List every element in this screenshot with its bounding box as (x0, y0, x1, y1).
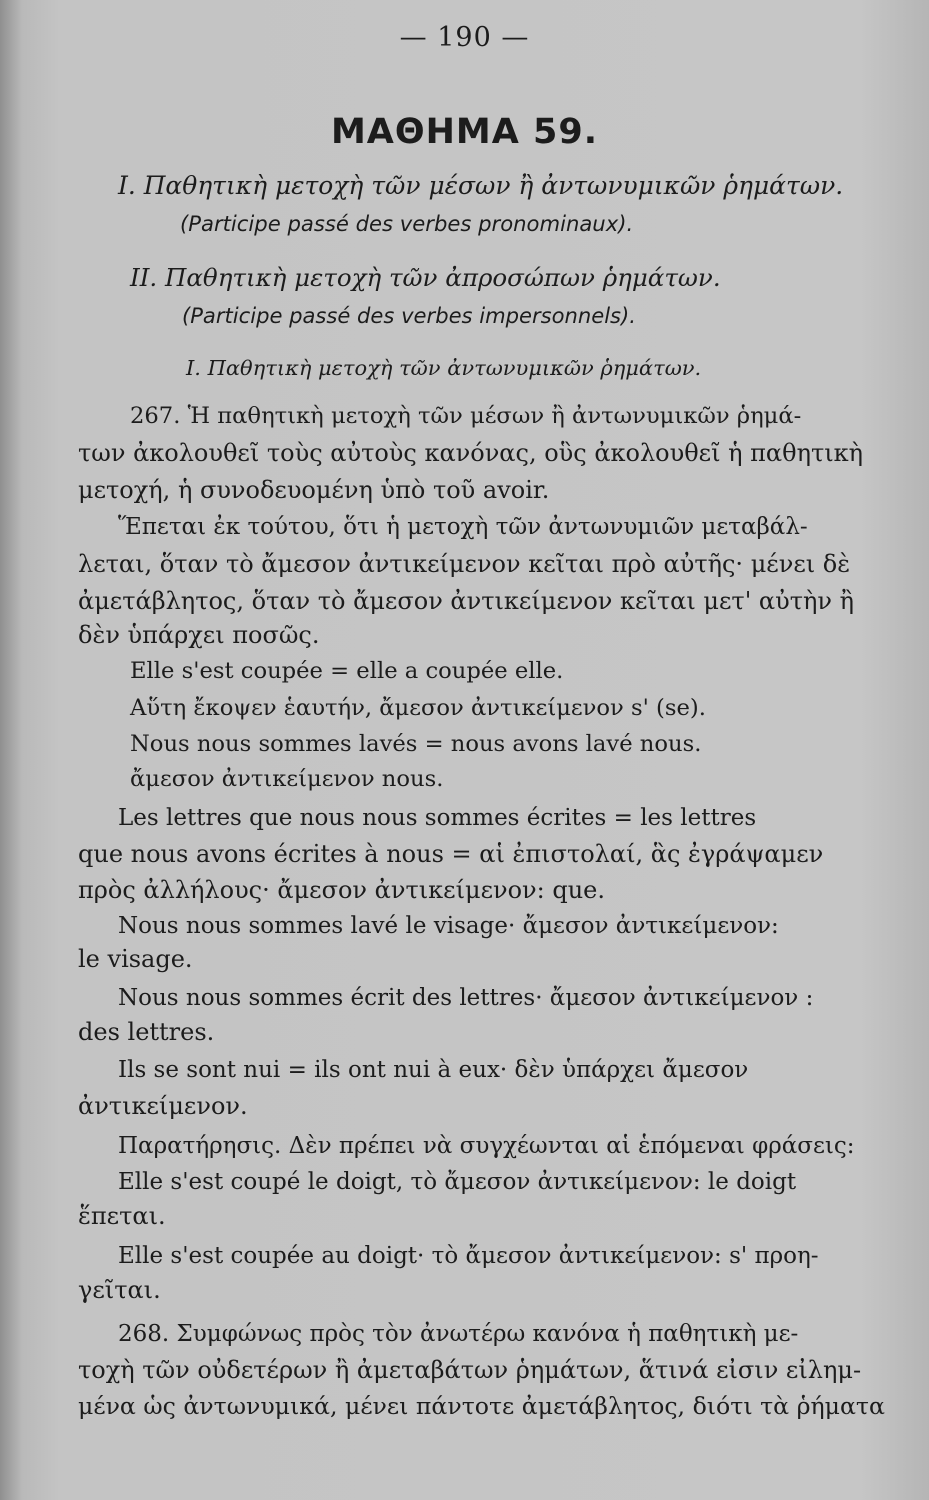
text-line: δὲν ὑπάρχει ποσῶς. (78, 621, 320, 649)
text-line: των ἀκολουθεῖ τοὺς αὐτοὺς κανόνας, οὓς ἀκολουθεῖ ἡ παθητικὴ (78, 439, 864, 467)
subtitle-line-2: (Participe passé des verbes impersonnels). (182, 303, 636, 328)
example-line: Αὕτη ἔκοψεν ἑαυτήν, ἄμεσον ἀντικείμενον s' (se). (130, 695, 706, 721)
example-line: ἀντικείμενον. (78, 1092, 248, 1120)
example-line: Elle s'est coupée = elle a coupée elle. (130, 658, 564, 684)
text-line: τοχὴ τῶν οὐδετέρων ἢ ἀμεταβάτων ῥημάτων, ἅτινά εἰσιν εἰλημ- (78, 1356, 862, 1384)
text-line: λεται, ὅταν τὸ ἄμεσον ἀντικείμενον κεῖται πρὸ αὐτῆς· μένει δὲ (78, 550, 851, 578)
example-line: Nous nous sommes lavé le visage· ἄμεσον ἀντικείμενον: (118, 913, 779, 939)
example-line: le visage. (78, 945, 193, 973)
example-line: Ils se sont nui = ils ont nui à eux· δὲν ὑπάρχει ἄμεσον (118, 1057, 749, 1083)
page-number: — 190 — (399, 22, 530, 53)
example-line: des lettres. (78, 1018, 215, 1046)
example-line: Nous nous sommes lavés = nous avons lavé nous. (130, 731, 702, 757)
text-line: μετοχή, ἡ συνοδευομένη ὑπὸ τοῦ avoir. (78, 476, 550, 504)
remark-line: γεῖται. (78, 1276, 161, 1304)
remark-line: Παρατήρησις. Δὲν πρέπει νὰ συγχέωνται αἱ ἑπόμεναι φράσεις: (118, 1133, 855, 1159)
text-line: 268. Συμφώνως πρὸς τὸν ἀνωτέρω κανόνα ἡ παθητικὴ με- (118, 1321, 799, 1347)
title-line-2: II. Παθητικὴ μετοχὴ τῶν ἀπροσώπων ῥημάτων. (130, 263, 721, 292)
remark-line: Elle s'est coupée au doigt· τὸ ἄμεσον ἀντικείμενον: s' προη- (118, 1243, 819, 1269)
text-line: ἀμετάβλητος, ὅταν τὸ ἄμεσον ἀντικείμενον κεῖται μετ' αὐτὴν ἢ (78, 587, 854, 615)
example-line: Nous nous sommes écrit des lettres· ἄμεσον ἀντικείμενον : (118, 985, 814, 1011)
example-line: que nous avons écrites à nous = αἱ ἐπιστολαί, ἃς ἐγράψαμεν (78, 840, 824, 868)
section-heading: I. Παθητικὴ μετοχὴ τῶν ἀντωνυμικῶν ῥημάτων. (186, 356, 702, 380)
subtitle-line-1: (Participe passé des verbes pronominaux). (180, 211, 634, 236)
remark-line: ἕπεται. (78, 1202, 166, 1230)
example-line: Les lettres que nous nous sommes écrites = les lettres (118, 805, 757, 831)
text-line: Ἕπεται ἐκ τούτου, ὅτι ἡ μετοχὴ τῶν ἀντωνυμιῶν μεταβάλ- (118, 514, 808, 540)
example-line: ἄμεσον ἀντικείμενον nous. (130, 766, 444, 792)
title-line-1: I. Παθητικὴ μετοχὴ τῶν μέσων ἢ ἀντωνυμικῶν ῥημάτων. (118, 171, 844, 200)
remark-line: Elle s'est coupé le doigt, τὸ ἄμεσον ἀντικείμενον: le doigt (118, 1169, 797, 1195)
example-line: πρὸς ἀλλήλους· ἄμεσον ἀντικείμενον: que. (78, 876, 606, 904)
lesson-heading: ΜΑΘΗΜΑ 59. (330, 112, 599, 152)
text-line: μένα ὡς ἀντωνυμικά, μένει πάντοτε ἀμετάβλητος, διότι τὰ ῥήματα (78, 1392, 885, 1420)
text-line: 267. Ἡ παθητικὴ μετοχὴ τῶν μέσων ἢ ἀντωνυμικῶν ῥημά- (130, 403, 802, 429)
